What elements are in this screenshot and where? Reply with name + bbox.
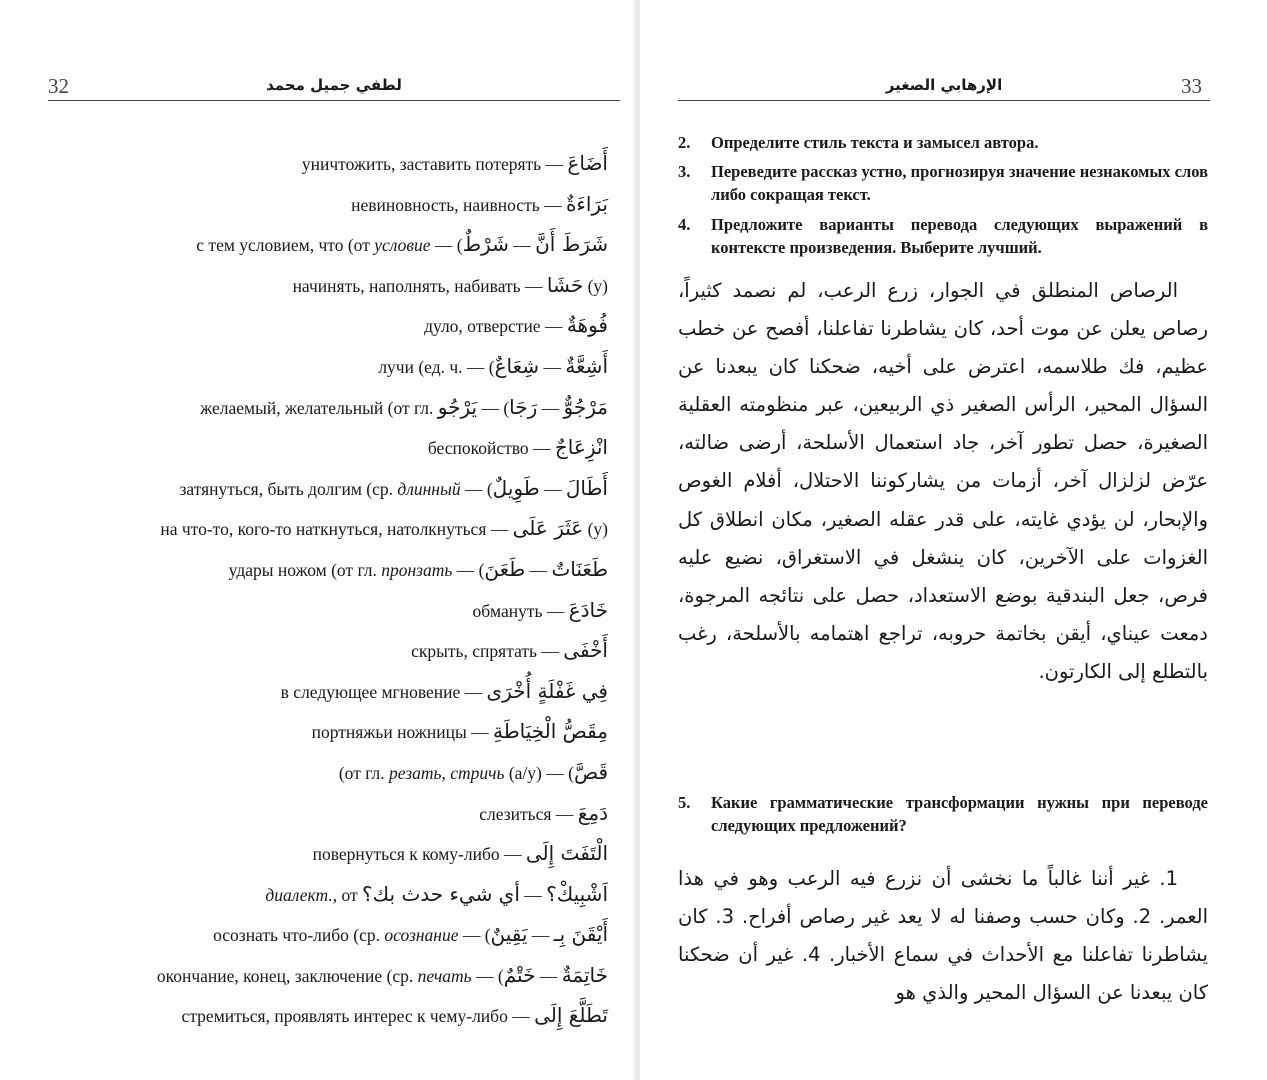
arabic-term: شِعَاعٌ xyxy=(494,353,540,378)
russian-gloss: повернуться к кому-либо — xyxy=(312,844,526,865)
glossary-entry xyxy=(28,711,608,752)
header-title: الإرهابي الصغير xyxy=(885,76,1003,94)
glossary-entry xyxy=(28,305,608,346)
glossary-entry xyxy=(28,955,608,996)
arabic-term: خَتْمٌ xyxy=(503,962,536,987)
russian-gloss: — ( xyxy=(430,235,463,256)
glossary-entry xyxy=(28,427,608,468)
glossary-entry xyxy=(28,265,608,306)
russian-gloss: — xyxy=(519,884,547,905)
russian-gloss: на что-то, кого-то наткнуться, натолкнуться — xyxy=(160,519,513,540)
russian-gloss: скрыть, спрятать — xyxy=(411,641,564,662)
italic-gloss: условие xyxy=(374,235,431,256)
russian-gloss: — ( xyxy=(458,925,491,946)
glossary-entry xyxy=(28,914,608,955)
arabic-term: رَجَا xyxy=(509,394,538,419)
russian-gloss: — xyxy=(539,478,566,499)
task-number: 2. xyxy=(678,133,691,152)
arabic-sentences: 1. غير أننا غالباً ما نخشى أن نزرع فيه الرعب وهو في هذا العمر. 2. وكان حسب وصفنا له لا يعد غير رصاص أفراح. 3. كان يشاطرنا تفاعلنا مع الأحداث في سماع الأخبار. 4. غير أن ضحكنا كان يبعدنا عن السؤال المحير والذي هو xyxy=(678,867,1208,1005)
task-item xyxy=(678,791,1208,837)
arabic-term: أَخْفَى xyxy=(563,638,608,663)
arabic-term: خَاتِمَةٌ xyxy=(561,962,608,987)
arabic-term: أَشِعَّةٌ xyxy=(565,353,608,378)
arabic-term: طَوِيلٌ xyxy=(492,475,540,500)
arabic-term: يَقِينٌ xyxy=(490,922,528,947)
arabic-term: أي شيء حدث بك؟ xyxy=(362,881,520,906)
russian-gloss: окончание, конец, заключение (ср. xyxy=(156,965,418,986)
russian-gloss: портняжьи ножницы — xyxy=(311,722,493,743)
russian-gloss: с тем условием, что (от xyxy=(196,235,375,256)
task-number: 5. xyxy=(678,793,691,812)
russian-gloss: — xyxy=(525,559,552,580)
glossary-list xyxy=(28,143,608,1036)
russian-gloss: — xyxy=(527,925,554,946)
russian-gloss: затянуться, быть долгим (ср. xyxy=(179,478,398,499)
russian-gloss: дуло, отверстие — xyxy=(424,316,567,337)
task-number: 3. xyxy=(678,162,691,181)
glossary-entry xyxy=(28,630,608,671)
glossary-entry xyxy=(28,671,608,712)
task-text: Определите стиль текста и замысел автора. xyxy=(711,133,1039,152)
task-item xyxy=(678,131,1208,154)
arabic-term: فُوهَةٌ xyxy=(566,313,608,338)
italic-gloss: длинный xyxy=(397,478,461,499)
arabic-term: يَرْجُو xyxy=(437,394,478,419)
arabic-term: دَمِعَ xyxy=(577,800,608,825)
arabic-term: أَطَالَ xyxy=(565,475,608,500)
russian-gloss: начинять, наполнять, набивать — xyxy=(292,275,547,296)
russian-gloss: — xyxy=(535,965,562,986)
russian-gloss: (у) xyxy=(583,519,608,540)
glossary-entry xyxy=(28,508,608,549)
glossary-entry xyxy=(28,590,608,631)
right-page xyxy=(640,0,1267,1080)
italic-gloss: диалект. xyxy=(265,884,333,905)
arabic-term: مَرْجُوٌّ xyxy=(563,394,608,419)
running-header xyxy=(48,74,620,101)
glossary-entry xyxy=(28,346,608,387)
italic-gloss: осознание xyxy=(384,925,459,946)
task-item xyxy=(678,213,1208,259)
russian-gloss: — xyxy=(508,235,536,256)
italic-gloss: печать xyxy=(417,965,472,986)
arabic-term: شَرَطَ أَنَّ xyxy=(535,232,608,257)
arabic-term: حَشَا xyxy=(546,272,584,297)
russian-gloss: (от гл. xyxy=(338,762,389,783)
arabic-term: مِقَصُّ الْخِيَاطَةِ xyxy=(492,719,608,744)
russian-gloss: невиновность, наивность — xyxy=(351,194,566,215)
russian-gloss: лучи (ед. ч. — ( xyxy=(378,356,495,377)
glossary-entry xyxy=(28,995,608,1036)
glossary-entry xyxy=(28,224,608,265)
task-item xyxy=(678,160,1208,206)
page-number: 33 xyxy=(1181,74,1202,98)
arabic-term: أَيْقَنَ بِـ xyxy=(553,922,608,947)
russian-gloss: , от xyxy=(332,884,363,905)
russian-gloss: удары ножом (от гл. xyxy=(228,559,382,580)
russian-gloss: в следующее мгновение — xyxy=(280,681,487,702)
russian-gloss: желаемый, желательный (от гл. xyxy=(200,397,438,418)
arabic-term: عَثَرَ عَلَى xyxy=(512,516,584,541)
task-text: Переведите рассказ устно, прогнозируя значение незнакомых слов либо сокращая текст. xyxy=(711,162,1208,204)
arabic-term: شَرْطٌ xyxy=(462,232,509,257)
arabic-term: طَعَنَ xyxy=(484,556,526,581)
glossary-entry xyxy=(28,143,608,184)
russian-gloss: — xyxy=(537,397,564,418)
page-number: 32 xyxy=(48,74,69,98)
russian-gloss: — xyxy=(539,356,566,377)
glossary-entry xyxy=(28,793,608,834)
russian-gloss: — ( xyxy=(452,559,485,580)
russian-gloss: осознать что-либо (ср. xyxy=(213,925,385,946)
arabic-term: طَعَنَاتٌ xyxy=(551,556,608,581)
russian-gloss: — ( xyxy=(477,397,510,418)
running-header xyxy=(678,74,1210,101)
glossary-entry xyxy=(28,833,608,874)
arabic-passage: الرصاص المنطلق في الجوار، زرع الرعب، لم نصمد كثيراً، رصاص يعلن عن موت أحد، كان يشاطرنا تفاعلنا، أفصح عن خطب عظيم، فك طلاسمه، اعترض على أخيه، ضحكنا كان يبعدنا عن السؤال المحير، الرأس الصغير ذي الربيعين، عبر منظومته العقلية الصغيرة، حصل تطور آخر، جاد استعمال الأسلحة، أرضى ضالته، عرّض لزلزال آخر، أزمات من يشاركوننا الاحتلال، أفلام الغوص والإبحار، لن يؤدي غايته، على قدر عقله الصغير، مكان انطلاق كل الغزوات على الآخرين، كان ينشغل في الاستغراق، نضيع عليه فرص، جعل البندقية بوضع الاستعداد، حصل على نتائجه المرجوة، دمعت عيناي، أيقن بخاتمة حروبه، تراجع اهتمامه بالأسلحة، رغب بالتطلع إلى الكارتون. xyxy=(678,279,1208,683)
arabic-term: انْزِعَاجٌ xyxy=(554,435,608,460)
task-number: 4. xyxy=(678,215,691,234)
russian-gloss: обмануть — xyxy=(472,600,569,621)
arabic-term: خَادَعَ xyxy=(568,597,608,622)
glossary-entry xyxy=(28,387,608,428)
russian-gloss: — ( xyxy=(471,965,504,986)
russian-gloss: уничтожить, заставить потерять — xyxy=(301,154,568,174)
arabic-term: الْتَفَتَ إِلَى xyxy=(525,841,608,866)
glossary-entry xyxy=(28,184,608,225)
task-text: Какие грамматические трансформации нужны при переводе следующих предложений? xyxy=(711,793,1208,835)
glossary-entry xyxy=(28,874,608,915)
russian-gloss: беспокойство — xyxy=(427,438,555,459)
arabic-term: اَشْبِيكْ؟ xyxy=(546,881,608,906)
italic-gloss: пронзать xyxy=(381,559,453,580)
russian-gloss: — ( xyxy=(460,478,493,499)
russian-gloss: стремиться, проявлять интерес к чему-либо — xyxy=(181,1006,535,1027)
arabic-term: بَرَاءَةٌ xyxy=(565,191,608,216)
russian-gloss: слезиться — xyxy=(479,803,578,824)
task-text: Предложите варианты перевода следующих выражений в контексте произведения. Выберите лучший. xyxy=(711,215,1208,257)
italic-gloss: резать, стричь xyxy=(389,762,505,783)
arabic-term: أَضَاعَ xyxy=(567,151,608,175)
arabic-term: فِي غَفْلَةٍ أُخْرَى xyxy=(486,678,608,703)
russian-gloss: (а/у) — ( xyxy=(504,762,574,783)
glossary-entry xyxy=(28,752,608,793)
arabic-term: تَطَلَّعَ إِلَى xyxy=(534,1003,608,1028)
glossary-entry xyxy=(28,549,608,590)
russian-gloss: (у) xyxy=(583,275,608,296)
header-author: لطفي جميل محمد xyxy=(266,76,402,94)
arabic-term: قَصَّ xyxy=(573,759,608,784)
glossary-entry xyxy=(28,468,608,509)
